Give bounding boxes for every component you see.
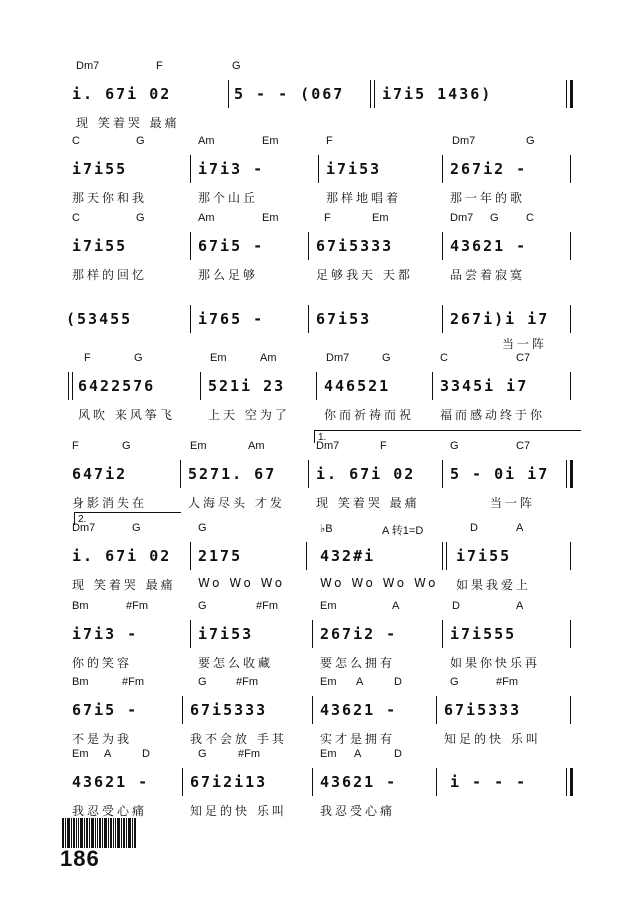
measure: 267i)i i7 [450, 310, 550, 328]
measure: 43621 - [320, 701, 398, 719]
end-barline [566, 80, 573, 108]
measure: 5 - 0i i7 [450, 465, 550, 483]
lyric-text: 那一年的歌 [450, 191, 526, 205]
measure: i7i55 [72, 160, 128, 178]
lyric-text: 现 笑着哭 最痛 [72, 578, 176, 592]
measure: 5271. 67 [188, 465, 277, 483]
chord-symbol: C [72, 212, 80, 224]
measure: 3345i i7 [440, 377, 529, 395]
lyric-row [70, 576, 580, 594]
barline [442, 620, 443, 648]
measure: 67i5 - [198, 237, 265, 255]
chord-symbol: Em [190, 440, 207, 452]
barline [190, 305, 191, 333]
chord-symbol: F [84, 352, 91, 364]
barline [570, 305, 571, 333]
chord-symbol: Am [248, 440, 265, 452]
lyric-text: 如果你快乐再 [450, 656, 541, 670]
measure: 67i5 - [72, 701, 139, 719]
lyric-text: 当一阵 [490, 496, 536, 510]
notation-row [70, 540, 580, 572]
lyric-text: 我不会放 手其 [190, 732, 287, 746]
lyric-text: Wo Wo Wo [198, 576, 286, 590]
chord-symbol: G [132, 522, 141, 534]
chord-symbol: C7 [516, 440, 531, 452]
chord-symbol: G [450, 440, 459, 452]
chord-symbol: Em [262, 212, 279, 224]
lyric-text: 那么足够 [198, 268, 259, 282]
notation-row [70, 230, 580, 262]
chord-symbol: D [452, 600, 460, 612]
lyric-text: 要怎么拥有 [320, 656, 396, 670]
chord-symbol: D [394, 676, 402, 688]
barline [190, 620, 191, 648]
chord-symbol: ♭B [320, 523, 333, 535]
notation-row [70, 370, 580, 402]
chord-symbol: D [394, 748, 402, 760]
end-barline [566, 768, 573, 796]
measure: i7i55 [456, 547, 512, 565]
barline [308, 232, 309, 260]
chord-symbol: Am [198, 212, 215, 224]
chord-symbol: Am [198, 135, 215, 147]
barline [318, 155, 319, 183]
barline [180, 460, 181, 488]
barline [312, 620, 313, 648]
measure: i765 - [198, 310, 265, 328]
chord-symbol: F [326, 135, 333, 147]
chord-symbol: Em [72, 748, 89, 760]
lyric-text: 风吹 来风筝飞 [78, 408, 175, 422]
chord-symbol: #Fm [238, 748, 260, 760]
measure: i. 67i 02 [72, 547, 172, 565]
chord-symbol: Am [260, 352, 277, 364]
notation-row [70, 153, 580, 185]
barline [228, 80, 229, 108]
double-barline [442, 542, 447, 570]
lyric-text: 那样的回忆 [72, 268, 148, 282]
chord-symbol: G [136, 135, 145, 147]
page-number: 186 [60, 846, 100, 871]
barline [182, 768, 183, 796]
barline [442, 305, 443, 333]
chord-symbol: Em [320, 676, 337, 688]
barline [442, 155, 443, 183]
lyric-text: 知足的快 乐叫 [444, 732, 541, 746]
barline [432, 372, 433, 400]
chord-row [70, 676, 580, 692]
chord-symbol: A [354, 748, 362, 760]
double-barline [370, 80, 375, 108]
measure: 432#i [320, 547, 376, 565]
lyric-text: 现 笑着哭 最痛 [316, 496, 420, 510]
barline [570, 696, 571, 724]
chord-row [70, 440, 580, 456]
measure: 267i2 - [320, 625, 398, 643]
chord-symbol: F [380, 440, 387, 452]
chord-symbol: G [122, 440, 131, 452]
chord-symbol: G [526, 135, 535, 147]
lyric-text: 我忍受心痛 [320, 804, 396, 818]
lyric-text: 人海尽头 才发 [188, 496, 285, 510]
measure: 267i2 - [450, 160, 528, 178]
chord-symbol: C7 [516, 352, 531, 364]
notation-row [70, 458, 580, 490]
chord-symbol: A [104, 748, 112, 760]
measure: i. 67i 02 [72, 85, 172, 103]
measure: 67i53 [316, 310, 372, 328]
barline [182, 696, 183, 724]
barline [306, 542, 307, 570]
chord-symbol: Em [320, 748, 337, 760]
chord-symbol: A 转1=D [382, 525, 424, 537]
chord-symbol: Em [372, 212, 389, 224]
measure: 43621 - [450, 237, 528, 255]
chord-symbol: Em [210, 352, 227, 364]
chord-symbol: G [198, 748, 207, 760]
chord-symbol: C [440, 352, 448, 364]
chord-symbol: D [142, 748, 150, 760]
barline [570, 155, 571, 183]
chord-symbol: F [72, 440, 79, 452]
notation-row [70, 694, 580, 726]
measure: i7i53 [326, 160, 382, 178]
measure: 67i2i13 [190, 773, 268, 791]
chord-symbol: Em [262, 135, 279, 147]
barline [190, 542, 191, 570]
chord-row [70, 352, 580, 368]
lyric-row [70, 730, 580, 748]
chord-symbol: Em [320, 600, 337, 612]
measure: i. 67i 02 [316, 465, 416, 483]
chord-symbol: #Fm [236, 676, 258, 688]
chord-symbol: A [356, 676, 364, 688]
chord-symbol: A [392, 600, 400, 612]
measure: i7i3 - [198, 160, 265, 178]
chord-symbol: Dm7 [450, 212, 474, 224]
lyric-text: 实才是拥有 [320, 732, 396, 746]
barcode-graphic [62, 818, 158, 848]
barline [436, 768, 437, 796]
chord-symbol: A [516, 522, 524, 534]
chord-symbol: #Fm [122, 676, 144, 688]
notation-row [70, 78, 580, 110]
lyric-text: 知足的快 乐叫 [190, 804, 287, 818]
lyric-text: 我忍受心痛 [72, 804, 148, 818]
chord-symbol: F [156, 60, 163, 72]
barline [570, 232, 571, 260]
chord-symbol: G [490, 212, 499, 224]
lyric-text: 那样地唱着 [326, 191, 402, 205]
volta-bracket: 1. [314, 430, 581, 443]
chord-symbol: G [382, 352, 391, 364]
barline [190, 232, 191, 260]
measure: 647i2 [72, 465, 128, 483]
lyric-text: 福而感动终于你 [440, 408, 546, 422]
lyric-text: 不是为我 [72, 732, 133, 746]
chord-symbol: Bm [72, 676, 89, 688]
chord-symbol: C [72, 135, 80, 147]
measure: 521i 23 [208, 377, 286, 395]
measure: 43621 - [320, 773, 398, 791]
lyric-text: 你的笑容 [72, 656, 133, 670]
chord-symbol: G [198, 522, 207, 534]
measure: i - - - [450, 773, 528, 791]
chord-symbol: Dm7 [326, 352, 350, 364]
barline [570, 542, 571, 570]
lyric-text: 当一阵 [502, 337, 548, 351]
lyric-row [70, 189, 580, 207]
chord-symbol: G [198, 600, 207, 612]
lyric-row [70, 654, 580, 672]
lyric-row [70, 335, 580, 353]
measure: 67i5333 [444, 701, 522, 719]
chord-symbol: Dm7 [452, 135, 476, 147]
lyric-text: Wo Wo Wo Wo [320, 576, 439, 590]
measure: i7i5 1436) [382, 85, 493, 103]
measure: i7i55 [72, 237, 128, 255]
barline [190, 155, 191, 183]
lyric-text: 要怎么收藏 [198, 656, 274, 670]
barline [316, 372, 317, 400]
notation-row [70, 618, 580, 650]
chord-symbol: G [232, 60, 241, 72]
lyric-row [70, 406, 580, 424]
chord-row [70, 135, 580, 151]
lyric-row [70, 114, 580, 132]
lyric-text: 那天你和我 [72, 191, 148, 205]
measure: 6422576 [78, 377, 156, 395]
measure: i7i555 [450, 625, 517, 643]
repeat-end-barline [566, 460, 573, 488]
barline [570, 620, 571, 648]
barline [312, 696, 313, 724]
lyric-text: 品尝着寂寞 [450, 268, 526, 282]
chord-row [70, 522, 580, 538]
chord-symbol: Dm7 [76, 60, 100, 72]
chord-symbol: F [324, 212, 331, 224]
measure: 67i5333 [190, 701, 268, 719]
chord-symbol: G [198, 676, 207, 688]
chord-symbol: #Fm [126, 600, 148, 612]
chord-row [70, 60, 580, 76]
chord-row [70, 600, 580, 616]
lyric-text: 你而祈祷而祝 [324, 408, 415, 422]
lyric-row [70, 266, 580, 284]
barline [436, 696, 437, 724]
chord-symbol: G [136, 212, 145, 224]
chord-symbol: Dm7 [316, 440, 340, 452]
repeat-start-barline [68, 372, 73, 400]
lyric-text: 足够我天 天都 [316, 268, 413, 282]
measure: 43621 - [72, 773, 150, 791]
lyric-text: 上天 空为了 [208, 408, 290, 422]
chord-symbol: #Fm [496, 676, 518, 688]
lyric-text: 身影消失在 [72, 496, 148, 510]
notation-row [70, 766, 580, 798]
measure: i7i53 [198, 625, 254, 643]
volta-bracket: 2. [74, 512, 181, 525]
lyric-text: 如果我爱上 [456, 578, 532, 592]
chord-symbol: #Fm [256, 600, 278, 612]
lyric-text: 现 笑着哭 最痛 [76, 116, 180, 130]
lyric-row [70, 494, 580, 512]
measure: 67i5333 [316, 237, 394, 255]
barline [308, 460, 309, 488]
barline [570, 372, 571, 400]
chord-symbol: D [470, 522, 478, 534]
barline [442, 232, 443, 260]
barline [312, 768, 313, 796]
chord-symbol: C [526, 212, 534, 224]
measure: 2175 [198, 547, 243, 565]
chord-symbol: G [450, 676, 459, 688]
chord-row [70, 212, 580, 228]
lyric-text: 那个山丘 [198, 191, 259, 205]
measure: 446521 [324, 377, 391, 395]
barline [442, 460, 443, 488]
measure: i7i3 - [72, 625, 139, 643]
chord-symbol: Dm7 [72, 522, 96, 534]
notation-row [66, 303, 580, 335]
chord-symbol: G [134, 352, 143, 364]
chord-symbol: Bm [72, 600, 89, 612]
chord-row [70, 748, 580, 764]
measure: 5 - - (067 [234, 85, 345, 103]
measure: (53455 [66, 310, 133, 328]
barline [308, 305, 309, 333]
barline [200, 372, 201, 400]
chord-symbol: A [516, 600, 524, 612]
